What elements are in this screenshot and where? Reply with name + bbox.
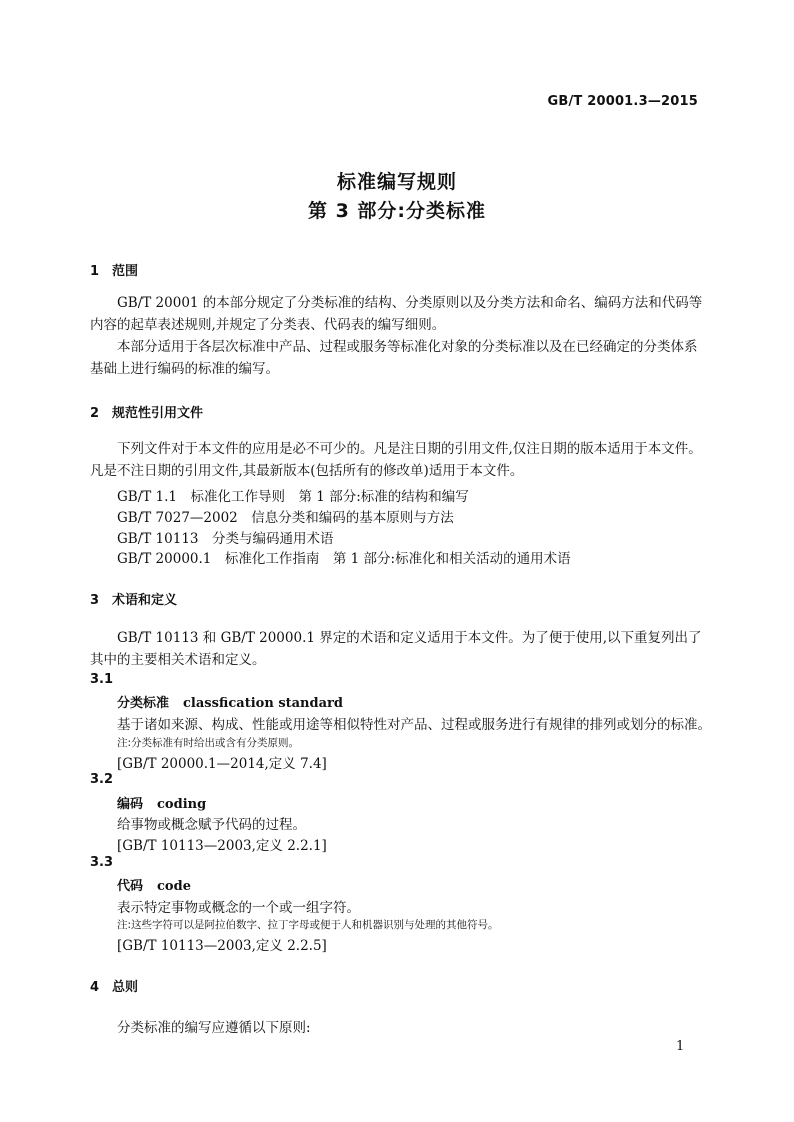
section-heading-2 xyxy=(90,402,203,421)
term-definition: 基于诸如来源、构成、性能或用途等相似特性对产品、过程或服务进行有规律的排列或划分的标准。 xyxy=(117,717,711,733)
section-number: 3 xyxy=(90,593,100,608)
section-number: 1 xyxy=(90,264,100,279)
references-intro: 下列文件对于本文件的应用是必不可少的。凡是注日期的引用文件,仅注日期的版本适用于本文件。凡是不注日期的引用文件,其最新版本(包括所有的修改单)适用于本文件。 xyxy=(90,441,702,479)
term-entry xyxy=(117,692,343,711)
term-name-zh: 编码 xyxy=(117,797,144,812)
section-number: 4 xyxy=(90,980,100,995)
reference-item: GB/T 10113 分类与编码通用术语 xyxy=(117,531,334,547)
term-definition: 表示特定事物或概念的一个或一组字符。 xyxy=(117,900,360,916)
section-heading-4 xyxy=(90,976,138,995)
reference-item: GB/T 1.1 标准化工作导则 第 1 部分:标准的结构和编写 xyxy=(117,489,469,505)
term-name-en: classfication standard xyxy=(183,696,343,711)
section-title: 规范性引用文件 xyxy=(112,406,204,421)
term-definition: 给事物或概念赋予代码的过程。 xyxy=(117,817,306,833)
section-number: 2 xyxy=(90,406,100,421)
term-source: [GB/T 10113—2003,定义 2.2.1] xyxy=(117,838,327,854)
standard-code: GB/T 20001.3—2015 xyxy=(547,94,698,109)
section-heading-3 xyxy=(90,589,177,608)
term-source: [GB/T 20000.1—2014,定义 7.4] xyxy=(117,756,327,772)
term-entry xyxy=(117,793,206,812)
section-heading-1 xyxy=(90,260,138,279)
term-note: 注:这些字符可以是阿拉伯数字、拉丁字母或便于人和机器识别与处理的其他符号。 xyxy=(117,919,499,931)
document-title: 标准编写规则 xyxy=(336,171,457,193)
term-note: 注:分类标准有时给出或含有分类原则。 xyxy=(117,737,300,749)
document-subtitle: 第 3 部分:分类标准 xyxy=(307,200,487,222)
page-number: 1 xyxy=(676,1039,685,1054)
term-name-zh: 代码 xyxy=(117,879,144,894)
reference-item: GB/T 7027—2002 信息分类和编码的基本原则与方法 xyxy=(117,510,454,526)
principles-intro: 分类标准的编写应遵循以下原则: xyxy=(117,1020,311,1036)
term-name-en: coding xyxy=(157,797,207,812)
section-title: 总则 xyxy=(112,980,139,995)
term-number: 3.2 xyxy=(90,772,114,787)
term-name-zh: 分类标准 xyxy=(117,696,170,711)
term-number: 3.1 xyxy=(90,672,114,687)
section-title: 术语和定义 xyxy=(112,593,178,608)
terms-intro: GB/T 10113 和 GB/T 20000.1 界定的术语和定义适用于本文件。为了便于使用,以下重复列出了其中的主要相关术语和定义。 xyxy=(90,630,702,668)
scope-paragraph-1: GB/T 20001 的本部分规定了分类标准的结构、分类原则以及分类方法和命名、编码方法和代码等内容的起草表述规则,并规定了分类表、代码表的编写细则。 xyxy=(90,295,703,333)
term-number: 3.3 xyxy=(90,855,114,870)
term-name-en: code xyxy=(157,879,191,894)
scope-paragraph-2: 本部分适用于各层次标准中产品、过程或服务等标准化对象的分类标准以及在已经确定的分类体系基础上进行编码的标准的编写。 xyxy=(90,339,698,377)
term-entry xyxy=(117,875,191,894)
section-title: 范围 xyxy=(112,264,139,279)
term-source: [GB/T 10113—2003,定义 2.2.5] xyxy=(117,938,327,954)
reference-item: GB/T 20000.1 标准化工作指南 第 1 部分:标准化和相关活动的通用术语 xyxy=(117,551,571,567)
